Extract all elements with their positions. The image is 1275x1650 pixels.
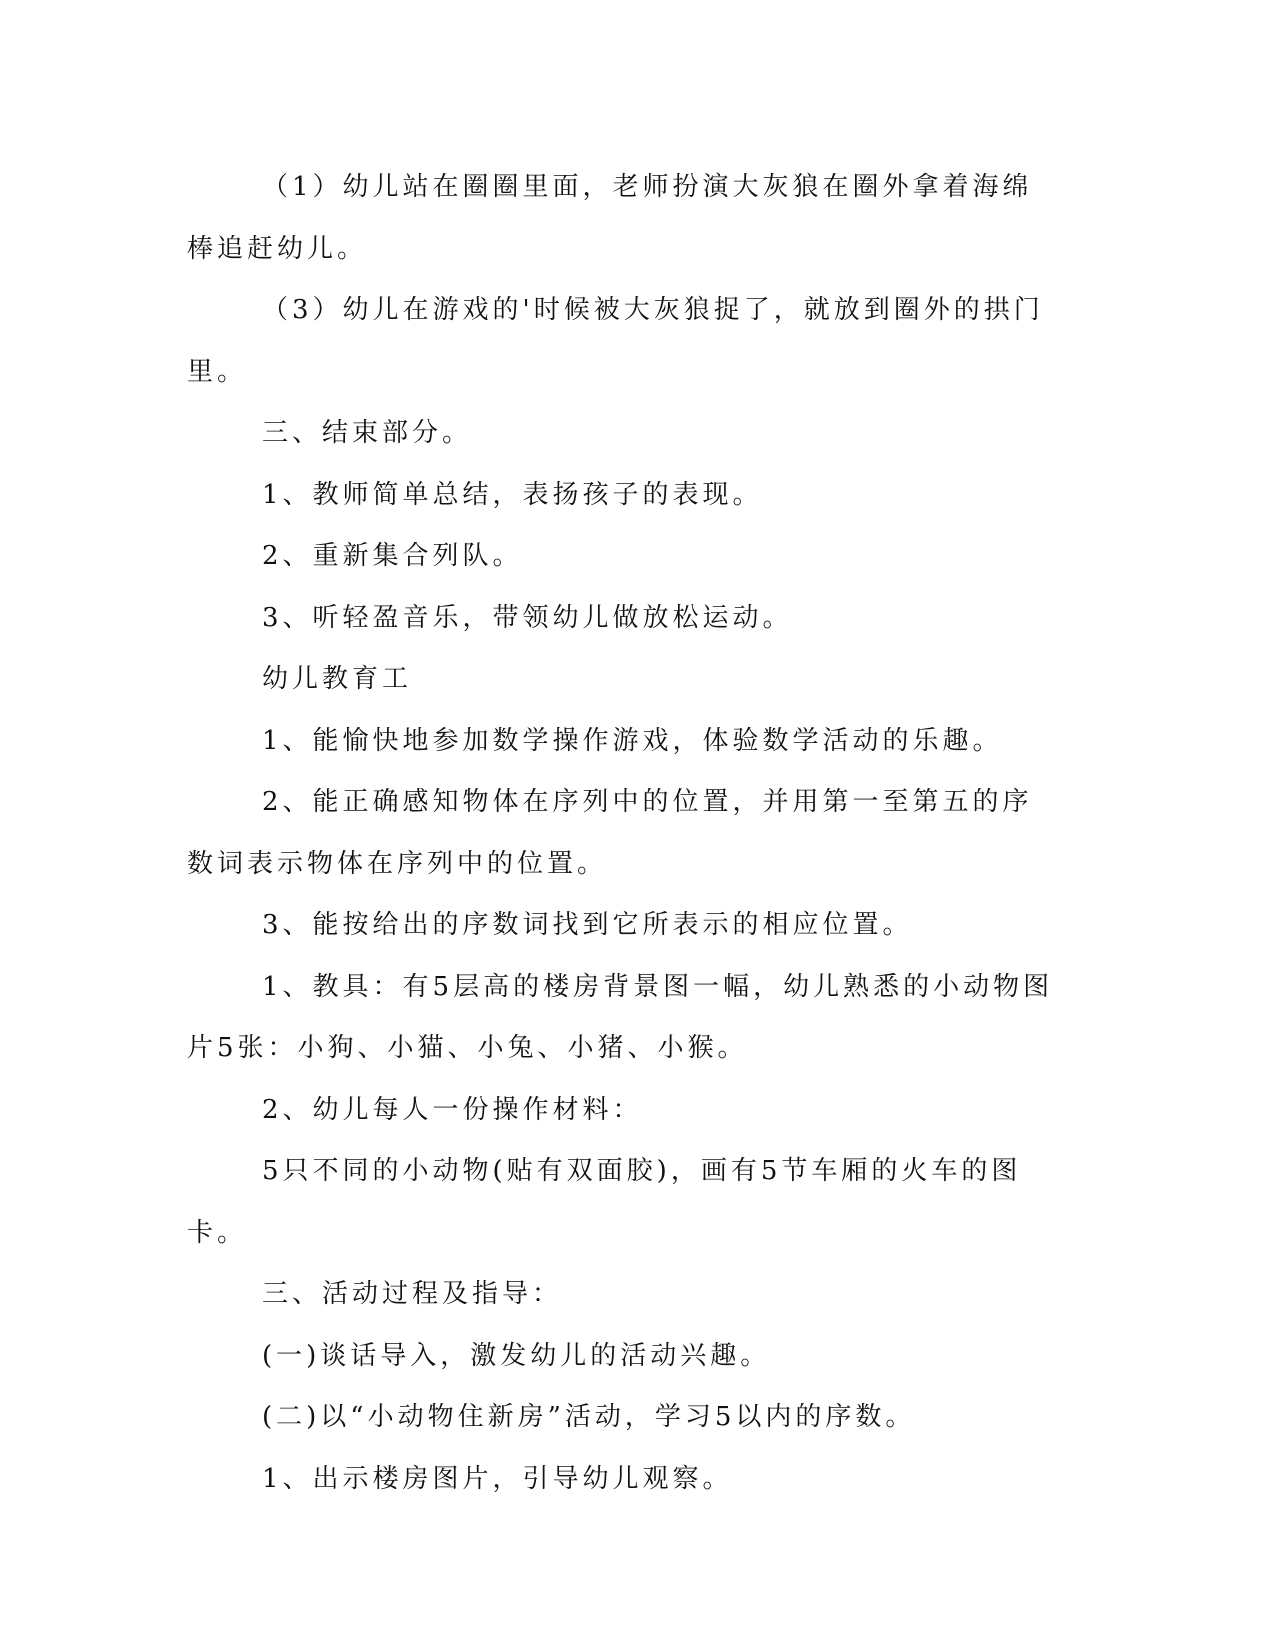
paragraph-11: 1、教具：有5层高的楼房背景图一幅，幼儿熟悉的小动物图片5张：小狗、小猫、小兔、小猪、小猴。 [187,971,1054,1063]
paragraph-3: 三、结束部分。 [262,418,473,448]
paragraph-7: 幼儿教育工 [262,664,413,694]
paragraph-13: 5只不同的小动物(贴有双面胶)，画有5节车厢的火车的图卡。 [187,1156,1022,1248]
paragraph-15: (一)谈话导入，激发幼儿的活动兴趣。 [262,1340,771,1371]
paragraph-5: 2、重新集合列队。 [262,541,523,571]
paragraph-6: 3、听轻盈音乐，带领幼儿做放松运动。 [262,602,793,633]
paragraph-14: 三、活动过程及指导： [262,1279,563,1309]
paragraph-16: (二)以“小动物住新房”活动，学习5以内的序数。 [262,1402,916,1432]
paragraph-4: 1、教师简单总结，表扬孩子的表现。 [262,479,763,510]
paragraph-2: （3）幼儿在游戏的'时候被大灰狼捉了，就放到圈外的拱门里。 [187,295,1044,387]
paragraph-1: （1）幼儿站在圈圈里面，老师扮演大灰狼在圈外拿着海绵棒追赶幼儿。 [187,172,1033,264]
paragraph-12: 2、幼儿每人一份操作材料： [262,1094,643,1125]
document-body [187,157,1057,1510]
paragraph-10: 3、能按给出的序数词找到它所表示的相应位置。 [262,910,913,940]
paragraph-9: 2、能正确感知物体在序列中的位置，并用第一至第五的序数词表示物体在序列中的位置。 [187,787,1033,879]
paragraph-8: 1、能愉快地参加数学操作游戏，体验数学活动的乐趣。 [262,725,1003,756]
paragraph-17: 1、出示楼房图片，引导幼儿观察。 [262,1463,733,1494]
